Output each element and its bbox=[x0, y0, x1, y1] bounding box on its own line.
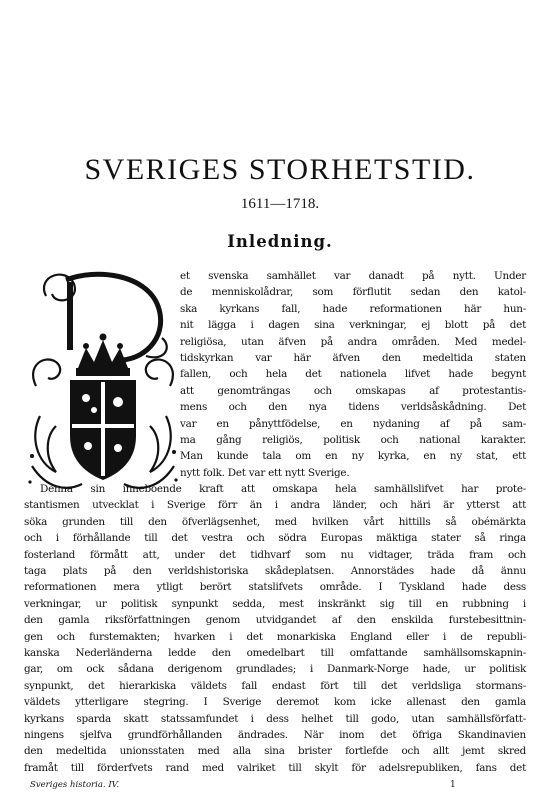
text-line: ska kyrkans fall, hade reformationen här hun- bbox=[180, 302, 526, 315]
book-title: SVERIGES STORHETSTID. bbox=[84, 153, 476, 186]
text-line: den medeltida unionsstaten med alla sina brister fortlefde och allt jemt skred bbox=[24, 745, 526, 758]
text-line: fosterland förmått att, under det tidhvarf som nu vidtager, träda fram och bbox=[24, 548, 526, 561]
text-line: gen och furstemakten; hvarken i det monarkiska England eller i de republi- bbox=[24, 630, 526, 643]
text-line: ma gång religiös, politisk och national karakter. bbox=[180, 434, 526, 446]
period-years: 1611—1718. bbox=[240, 196, 320, 212]
text-line: Denna sin inneboende kraft att omskapa hela samhällslifvet har prote- bbox=[40, 483, 526, 495]
text-line: att genomträngas och omskapas af protestantis- bbox=[180, 384, 526, 397]
text-line: religiösa, utan äfven på andra områden. Med medel- bbox=[180, 335, 526, 348]
text-line: och i förhållande till det vestra och södra Europas mäktiga stater så ringa bbox=[24, 532, 526, 545]
text-line: väldets ytterligare stegring. I Sverige deremot kom icke allenast den gamla bbox=[24, 696, 526, 709]
text-line: kyrkans sparda skatt statssamfundet i dess helhet till godo, utan samhällsförfatt- bbox=[24, 712, 526, 725]
text-line: nytt folk. Det var ett nytt Sverige. bbox=[180, 466, 350, 479]
text-line: den gamla riksförfattningen genom utvidgandet af den enskilda furstebesittnin- bbox=[24, 614, 526, 627]
text-line: reformationen mera ytligt berört statslifvets område. I Tyskland hade dess bbox=[24, 581, 526, 594]
text-line: synpunkt, det hierarkiska väldets fall endast fört till det verldsliga stormans- bbox=[24, 679, 526, 692]
text-line: fallen, och hela det nationela lifvet hade begynt bbox=[180, 368, 526, 381]
page-number: 1 bbox=[450, 780, 456, 790]
coat-of-arms-icon bbox=[26, 266, 180, 496]
text-line: nit lägga i dagen sina verkningar, ej blott på det bbox=[180, 319, 526, 332]
text-line: de menniskolådrar, som förflutit sedan den katol- bbox=[180, 286, 526, 299]
text-line: et svenska samhället var danadt på nytt. Under bbox=[180, 270, 526, 282]
text-line: söka grunden till den öfverlägsenhet, med hvilken vårt hittills så obémärkta bbox=[24, 515, 526, 528]
text-line: var en pånyttfödelse, en nydaning af på sam- bbox=[180, 417, 526, 430]
chapter-heading: Inledning. bbox=[227, 232, 333, 251]
text-line: stantismen utvecklat i Sverige förr än i andra länder, och häri är ytterst att bbox=[24, 499, 526, 512]
text-line: taga plats på den verldshistoriska skådeplatsen. Annorstädes hade då ännu bbox=[24, 565, 526, 577]
text-line: framåt till förderfvets rand med valriket till skylt för adelsrepubliken, fans det bbox=[24, 761, 526, 774]
text-line: verkningar, ur politisk synpunkt sedda, mest inskränkt sig till en rubbning i bbox=[24, 597, 526, 610]
text-line: ningens sjelfva grundförhållanden ändrades. När inom det öfriga Skandinavien bbox=[24, 729, 526, 741]
text-line: tidskyrkan var här äfven den medeltida staten bbox=[180, 352, 526, 364]
text-line: gar, om ock sådana derigenom grundlades; i Danmark-Norge hade, ur politisk bbox=[24, 663, 526, 676]
text-line: mens och den nya tidens verldsåskådning. Det bbox=[180, 401, 526, 414]
text-line: Man kunde tala om en ny kyrka, en ny stat, ett bbox=[180, 450, 526, 463]
footer-signature: Sveriges historia. IV. bbox=[30, 780, 120, 790]
text-line: kanska Nederländerna ledde den omedelbart till omfattande samhällsomskapnin- bbox=[24, 647, 526, 659]
